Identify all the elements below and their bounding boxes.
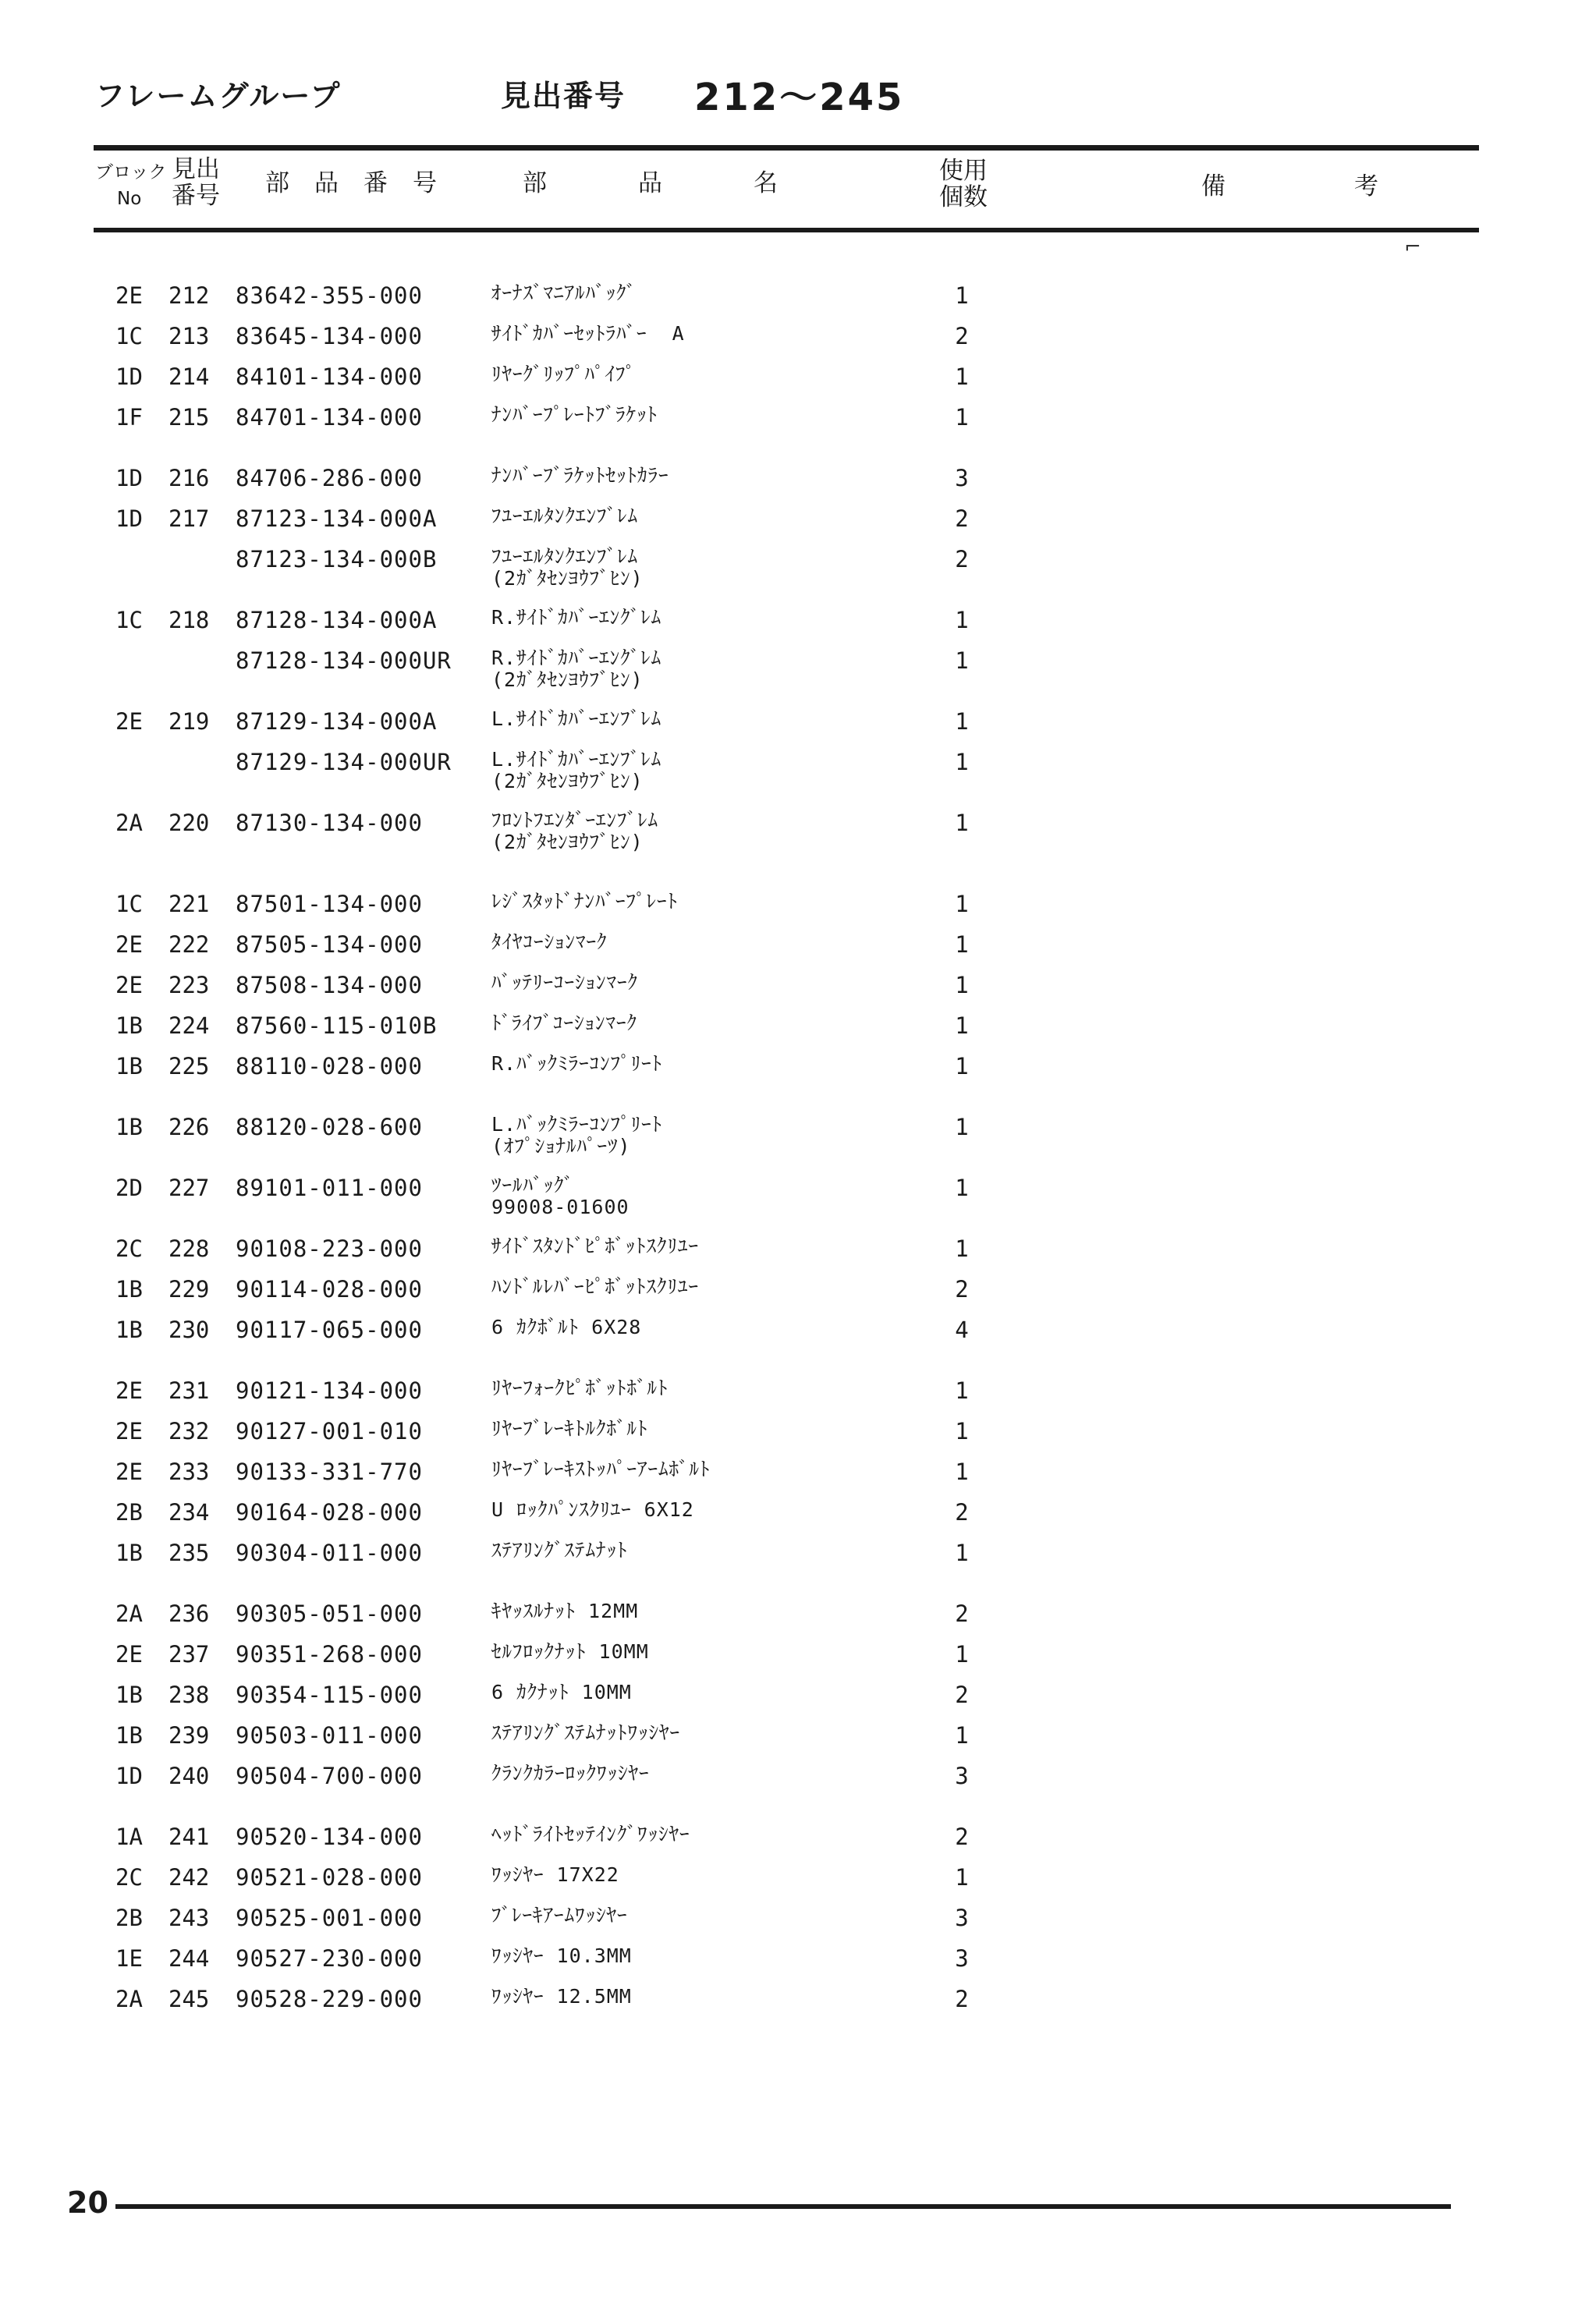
- index-number-cell: 217: [168, 505, 210, 532]
- quantity-cell: 1: [955, 972, 969, 998]
- part-number-cell: 90527-230-000: [236, 1945, 423, 1972]
- part-name-cell: ﾀｲﾔｺｰｼｮﾝﾏｰｸ: [491, 930, 608, 953]
- quantity-cell: 2: [955, 1986, 969, 2012]
- table-row: [0, 1174, 1596, 1218]
- part-number-cell: 87501-134-000: [236, 891, 423, 917]
- column-header-index-no-line2: 番号: [172, 182, 220, 210]
- quantity-cell: 1: [955, 282, 969, 309]
- table-row: [0, 363, 1596, 404]
- part-number-cell: 90114-028-000: [236, 1276, 423, 1303]
- table-row: [0, 708, 1596, 749]
- index-number-cell: 239: [168, 1722, 210, 1749]
- part-name-cell: L.ｻｲﾄﾞｶﾊﾞｰｴﾝﾌﾞﾚﾑ (2ｶﾞﾀｾﾝﾖｳﾌﾞﾋﾝ): [491, 748, 662, 792]
- table-row: [0, 607, 1596, 647]
- quantity-cell: 2: [955, 546, 969, 572]
- quantity-cell: 1: [955, 891, 969, 917]
- quantity-cell: 1: [955, 1053, 969, 1079]
- block-number-cell: 2E: [115, 1377, 143, 1404]
- index-number-cell: 226: [168, 1114, 210, 1140]
- part-number-cell: 87560-115-010B: [236, 1012, 438, 1039]
- block-number-cell: 1B: [115, 1276, 143, 1303]
- table-row: [0, 404, 1596, 445]
- index-number-cell: 214: [168, 363, 210, 390]
- part-number-cell: 90528-229-000: [236, 1986, 423, 2012]
- part-name-cell: ｽﾃｱﾘﾝｸﾞｽﾃﾑﾅｯﾄﾜｯｼﾔｰ: [491, 1721, 681, 1744]
- part-number-cell: 87128-134-000UR: [236, 647, 452, 674]
- table-row: [0, 1864, 1596, 1905]
- block-number-cell: 1F: [115, 404, 143, 431]
- part-name-cell: ﾄﾞﾗｲﾌﾞｺｰｼｮﾝﾏｰｸ: [491, 1012, 638, 1034]
- quantity-cell: 1: [955, 1641, 969, 1668]
- column-header-quantity: [939, 158, 988, 211]
- block-number-cell: 1A: [115, 1824, 143, 1850]
- index-number-cell: 222: [168, 931, 210, 958]
- quantity-cell: 2: [955, 1600, 969, 1627]
- index-number-cell: 228: [168, 1235, 210, 1262]
- part-number-cell: 84701-134-000: [236, 404, 423, 431]
- part-name-cell: U ﾛｯｸﾊﾟﾝｽｸﾘﾕｰ 6X12: [491, 1498, 694, 1521]
- part-name-cell: ﾜｯｼﾔｰ 10.3MM: [491, 1944, 632, 1967]
- block-number-cell: 1B: [115, 1317, 143, 1343]
- part-number-cell: 90525-001-000: [236, 1905, 423, 1931]
- table-row: [0, 1905, 1596, 1945]
- part-number-cell: 90504-700-000: [236, 1763, 423, 1789]
- column-header-block-no: [95, 159, 167, 212]
- part-name-cell: ﾌﾕｰｴﾙﾀﾝｸｴﾝﾌﾞﾚﾑ: [491, 505, 639, 527]
- quantity-cell: 1: [955, 1418, 969, 1444]
- table-row: [0, 1113, 1596, 1157]
- quantity-cell: 1: [955, 1540, 969, 1566]
- quantity-cell: 2: [955, 505, 969, 532]
- part-name-cell: ﾌﾛﾝﾄﾌｴﾝﾀﾞｰｴﾝﾌﾞﾚﾑ (2ｶﾞﾀｾﾝﾖｳﾌﾞﾋﾝ): [491, 809, 659, 853]
- part-name-cell: ｸﾗﾝｸｶﾗｰﾛｯｸﾜｯｼﾔｰ: [491, 1762, 650, 1785]
- quantity-cell: 1: [955, 1012, 969, 1039]
- quantity-cell: 1: [955, 708, 969, 735]
- table-row: [0, 545, 1596, 590]
- table-row: [0, 1377, 1596, 1418]
- table-row: [0, 809, 1596, 853]
- index-number-cell: 218: [168, 607, 210, 633]
- block-number-cell: 1B: [115, 1722, 143, 1749]
- index-number-cell: 237: [168, 1641, 210, 1668]
- block-number-cell: 1D: [115, 505, 143, 532]
- block-number-cell: 1E: [115, 1945, 143, 1972]
- index-number-cell: 232: [168, 1418, 210, 1444]
- index-range: 212～245: [694, 76, 905, 119]
- part-number-cell: 90520-134-000: [236, 1824, 423, 1850]
- block-number-cell: 1B: [115, 1053, 143, 1079]
- column-header-remarks-2: 考: [1354, 172, 1378, 200]
- part-number-cell: 90108-223-000: [236, 1235, 423, 1262]
- table-row: [0, 1012, 1596, 1053]
- index-number-cell: 221: [168, 891, 210, 917]
- block-number-cell: 1D: [115, 465, 143, 491]
- part-name-cell: ｽﾃｱﾘﾝｸﾞｽﾃﾑﾅｯﾄ: [491, 1539, 628, 1561]
- corner-tick-mark: ⌐: [1404, 236, 1421, 259]
- quantity-cell: 1: [955, 1175, 969, 1201]
- index-number-cell: 213: [168, 323, 210, 349]
- index-number-cell: 234: [168, 1499, 210, 1526]
- part-number-cell: 90354-115-000: [236, 1682, 423, 1708]
- part-name-cell: ｷﾔｯｽﾙﾅｯﾄ 12MM: [491, 1600, 639, 1622]
- table-row: [0, 1459, 1596, 1499]
- table-row: [0, 931, 1596, 972]
- column-header-part-number: 部品番号: [265, 169, 462, 197]
- quantity-cell: 1: [955, 363, 969, 390]
- table-row: [0, 1641, 1596, 1682]
- table-row: [0, 1600, 1596, 1641]
- quantity-cell: 1: [955, 749, 969, 775]
- part-name-cell: ﾚｼﾞｽﾀｯﾄﾞﾅﾝﾊﾞｰﾌﾟﾚｰﾄ: [491, 890, 679, 913]
- block-number-cell: 1C: [115, 607, 143, 633]
- part-number-cell: 84706-286-000: [236, 465, 423, 491]
- part-name-cell: L.ｻｲﾄﾞｶﾊﾞｰｴﾝﾌﾞﾚﾑ: [491, 707, 662, 730]
- index-number-cell: 219: [168, 708, 210, 735]
- table-row: [0, 1824, 1596, 1864]
- table-row: [0, 1418, 1596, 1459]
- part-number-cell: 87123-134-000B: [236, 546, 438, 572]
- index-number-cell: 236: [168, 1600, 210, 1627]
- quantity-cell: 1: [955, 931, 969, 958]
- table-row: [0, 465, 1596, 505]
- part-name-cell: ｾﾙﾌﾛｯｸﾅｯﾄ 10MM: [491, 1640, 649, 1663]
- index-number-cell: 223: [168, 972, 210, 998]
- quantity-cell: 1: [955, 1459, 969, 1485]
- table-row: [0, 1053, 1596, 1094]
- index-number-cell: 220: [168, 810, 210, 836]
- part-name-cell: R.ｻｲﾄﾞｶﾊﾞｰｴﾝｸﾞﾚﾑ (2ｶﾞﾀｾﾝﾖｳﾌﾞﾋﾝ): [491, 647, 662, 691]
- block-number-cell: 2E: [115, 282, 143, 309]
- quantity-cell: 1: [955, 1377, 969, 1404]
- quantity-cell: 2: [955, 1824, 969, 1850]
- part-name-cell: ﾊﾝﾄﾞﾙﾚﾊﾞｰﾋﾟﾎﾞｯﾄｽｸﾘﾕｰ: [491, 1275, 700, 1298]
- quantity-cell: 3: [955, 1905, 969, 1931]
- part-name-cell: ｻｲﾄﾞｽﾀﾝﾄﾞﾋﾟﾎﾞｯﾄｽｸﾘﾕｰ: [491, 1235, 700, 1257]
- table-row: [0, 1945, 1596, 1986]
- column-header-block-no-line2: No: [117, 189, 142, 209]
- table-row: [0, 1317, 1596, 1357]
- block-number-cell: 1C: [115, 891, 143, 917]
- table-row: [0, 1276, 1596, 1317]
- part-number-cell: 87508-134-000: [236, 972, 423, 998]
- block-number-cell: 1B: [115, 1682, 143, 1708]
- quantity-cell: 1: [955, 810, 969, 836]
- index-number-cell: 244: [168, 1945, 210, 1972]
- header-top-rule: [94, 145, 1479, 151]
- quantity-cell: 2: [955, 323, 969, 349]
- quantity-cell: 3: [955, 1763, 969, 1789]
- quantity-cell: 2: [955, 1682, 969, 1708]
- table-row: [0, 1986, 1596, 2026]
- block-number-cell: 1D: [115, 363, 143, 390]
- table-row: [0, 891, 1596, 931]
- quantity-cell: 1: [955, 1722, 969, 1749]
- index-number-cell: 230: [168, 1317, 210, 1343]
- part-name-cell: 6 ｶｸﾅｯﾄ 10MM: [491, 1681, 632, 1703]
- part-name-cell: L.ﾊﾞｯｸﾐﾗｰｺﾝﾌﾟﾘｰﾄ (ｵﾌﾟｼｮﾅﾙﾊﾟｰﾂ): [491, 1113, 663, 1157]
- block-number-cell: 1D: [115, 1763, 143, 1789]
- part-name-cell: R.ｻｲﾄﾞｶﾊﾞｰｴﾝｸﾞﾚﾑ: [491, 606, 662, 629]
- quantity-cell: 2: [955, 1276, 969, 1303]
- quantity-cell: 3: [955, 1945, 969, 1972]
- table-row: [0, 1763, 1596, 1803]
- index-number-cell: 245: [168, 1986, 210, 2012]
- part-number-cell: 87123-134-000A: [236, 505, 438, 532]
- column-header-part-name-2: 品: [638, 169, 662, 197]
- part-name-cell: ﾘﾔｰﾌﾞﾚｰｷｽﾄｯﾊﾟｰｱｰﾑﾎﾞﾙﾄ: [491, 1458, 711, 1480]
- block-number-cell: 1C: [115, 323, 143, 349]
- part-number-cell: 90304-011-000: [236, 1540, 423, 1566]
- part-number-cell: 88120-028-600: [236, 1114, 423, 1140]
- group-title: フレームグループ: [95, 79, 342, 113]
- index-number-cell: 233: [168, 1459, 210, 1485]
- block-number-cell: 2A: [115, 1986, 143, 2012]
- table-row: [0, 282, 1596, 323]
- column-header-index-no-line1: 見出: [172, 155, 220, 183]
- column-header-quantity-line2: 個数: [939, 183, 988, 211]
- block-number-cell: 2D: [115, 1175, 143, 1201]
- table-row: [0, 647, 1596, 691]
- part-number-cell: 84101-134-000: [236, 363, 423, 390]
- quantity-cell: 1: [955, 1235, 969, 1262]
- index-number-cell: 240: [168, 1763, 210, 1789]
- part-number-cell: 90351-268-000: [236, 1641, 423, 1668]
- column-header-part-name-3: 名: [754, 169, 778, 197]
- part-name-cell: ﾘﾔｰｸﾞﾘｯﾌﾟﾊﾟｲﾌﾟ: [491, 363, 637, 385]
- part-number-cell: 87128-134-000A: [236, 607, 438, 633]
- quantity-cell: 3: [955, 465, 969, 491]
- index-number-cell: 243: [168, 1905, 210, 1931]
- block-number-cell: 2E: [115, 972, 143, 998]
- index-number-cell: 229: [168, 1276, 210, 1303]
- index-number-cell: 215: [168, 404, 210, 431]
- part-name-cell: ﾌﾞﾚｰｷｱｰﾑﾜｯｼﾔｰ: [491, 1904, 628, 1927]
- part-name-cell: ﾊﾞｯﾃﾘｰｺｰｼｮﾝﾏｰｸ: [491, 971, 639, 994]
- quantity-cell: 2: [955, 1499, 969, 1526]
- block-number-cell: 2E: [115, 1641, 143, 1668]
- index-number-cell: 216: [168, 465, 210, 491]
- part-number-cell: 90305-051-000: [236, 1600, 423, 1627]
- part-number-cell: 89101-011-000: [236, 1175, 423, 1201]
- part-number-cell: 87130-134-000: [236, 810, 423, 836]
- index-number-cell: 227: [168, 1175, 210, 1201]
- table-row: [0, 1499, 1596, 1540]
- table-row: [0, 1235, 1596, 1276]
- block-number-cell: 2C: [115, 1864, 143, 1891]
- index-number-cell: 235: [168, 1540, 210, 1566]
- part-name-cell: 6 ｶｸﾎﾞﾙﾄ 6X28: [491, 1316, 642, 1338]
- table-row: [0, 505, 1596, 546]
- part-name-cell: R.ﾊﾞｯｸﾐﾗｰｺﾝﾌﾟﾘｰﾄ: [491, 1052, 663, 1075]
- block-number-cell: 1B: [115, 1012, 143, 1039]
- block-number-cell: 2A: [115, 810, 143, 836]
- table-row: [0, 323, 1596, 363]
- part-name-cell: ﾅﾝﾊﾞｰﾌﾟﾚｰﾄﾌﾞﾗｹｯﾄ: [491, 403, 658, 426]
- part-name-cell: ﾜｯｼﾔｰ 17X22: [491, 1863, 619, 1886]
- part-number-cell: 90133-331-770: [236, 1459, 423, 1485]
- part-name-cell: ﾂｰﾙﾊﾞｯｸﾞ 99008-01600: [491, 1174, 630, 1218]
- part-number-cell: 90164-028-000: [236, 1499, 423, 1526]
- part-number-cell: 87505-134-000: [236, 931, 423, 958]
- index-number-cell: 231: [168, 1377, 210, 1404]
- part-number-cell: 88110-028-000: [236, 1053, 423, 1079]
- column-header-index-no: [172, 156, 220, 209]
- part-number-cell: 87129-134-000UR: [236, 749, 452, 775]
- block-number-cell: 2E: [115, 931, 143, 958]
- part-number-cell: 83645-134-000: [236, 323, 423, 349]
- quantity-cell: 4: [955, 1317, 969, 1343]
- block-number-cell: 2C: [115, 1235, 143, 1262]
- block-number-cell: 2A: [115, 1600, 143, 1627]
- part-number-cell: 87129-134-000A: [236, 708, 438, 735]
- part-name-cell: ﾘﾔｰﾌｫｰｸﾋﾟﾎﾞｯﾄﾎﾞﾙﾄ: [491, 1377, 669, 1399]
- index-number-cell: 241: [168, 1824, 210, 1850]
- index-number-cell: 238: [168, 1682, 210, 1708]
- footer-rule: [115, 2204, 1451, 2209]
- block-number-cell: 2E: [115, 708, 143, 735]
- part-number-cell: 90121-134-000: [236, 1377, 423, 1404]
- block-number-cell: 2E: [115, 1459, 143, 1485]
- quantity-cell: 1: [955, 404, 969, 431]
- table-row: [0, 1722, 1596, 1763]
- part-number-cell: 90117-065-000: [236, 1317, 423, 1343]
- table-row: [0, 972, 1596, 1012]
- index-number-cell: 225: [168, 1053, 210, 1079]
- block-number-cell: 2E: [115, 1418, 143, 1444]
- part-name-cell: ﾍｯﾄﾞﾗｲﾄｾｯﾃｲﾝｸﾞﾜｯｼﾔｰ: [491, 1823, 690, 1845]
- index-number-cell: 224: [168, 1012, 210, 1039]
- index-number-label: 見出番号: [501, 79, 626, 113]
- quantity-cell: 1: [955, 647, 969, 674]
- quantity-cell: 1: [955, 1864, 969, 1891]
- block-number-cell: 2B: [115, 1905, 143, 1931]
- page-number: 20: [67, 2185, 108, 2220]
- column-header-block-no-line1: ブロック: [95, 162, 167, 183]
- table-row: [0, 1540, 1596, 1580]
- part-number-cell: 90503-011-000: [236, 1722, 423, 1749]
- quantity-cell: 1: [955, 607, 969, 633]
- block-number-cell: 1B: [115, 1114, 143, 1140]
- part-name-cell: ｻｲﾄﾞｶﾊﾞｰｾｯﾄﾗﾊﾞｰ A: [491, 322, 685, 345]
- part-name-cell: ﾘﾔｰﾌﾞﾚｰｷﾄﾙｸﾎﾞﾙﾄ: [491, 1417, 648, 1440]
- part-name-cell: ｵｰﾅｽﾞﾏﾆｱﾙﾊﾞｯｸﾞ: [491, 282, 637, 304]
- quantity-cell: 1: [955, 1114, 969, 1140]
- part-name-cell: ﾌﾕｰｴﾙﾀﾝｸｴﾝﾌﾞﾚﾑ (2ｶﾞﾀｾﾝﾖｳﾌﾞﾋﾝ): [491, 545, 644, 590]
- block-number-cell: 1B: [115, 1540, 143, 1566]
- table-row: [0, 748, 1596, 792]
- index-number-cell: 242: [168, 1864, 210, 1891]
- index-number-cell: 212: [168, 282, 210, 309]
- block-number-cell: 2B: [115, 1499, 143, 1526]
- part-number-cell: 83642-355-000: [236, 282, 423, 309]
- part-name-cell: ﾅﾝﾊﾞｰﾌﾞﾗｹｯﾄｾｯﾄｶﾗｰ: [491, 464, 669, 487]
- column-header-part-name-1: 部: [523, 169, 547, 197]
- column-header-quantity-line1: 使用: [939, 157, 988, 185]
- part-number-cell: 90521-028-000: [236, 1864, 423, 1891]
- column-header-remarks-1: 備: [1201, 172, 1225, 200]
- table-row: [0, 1682, 1596, 1722]
- part-name-cell: ﾜｯｼﾔｰ 12.5MM: [491, 1985, 632, 2008]
- header-bottom-rule: [94, 228, 1479, 232]
- part-number-cell: 90127-001-010: [236, 1418, 423, 1444]
